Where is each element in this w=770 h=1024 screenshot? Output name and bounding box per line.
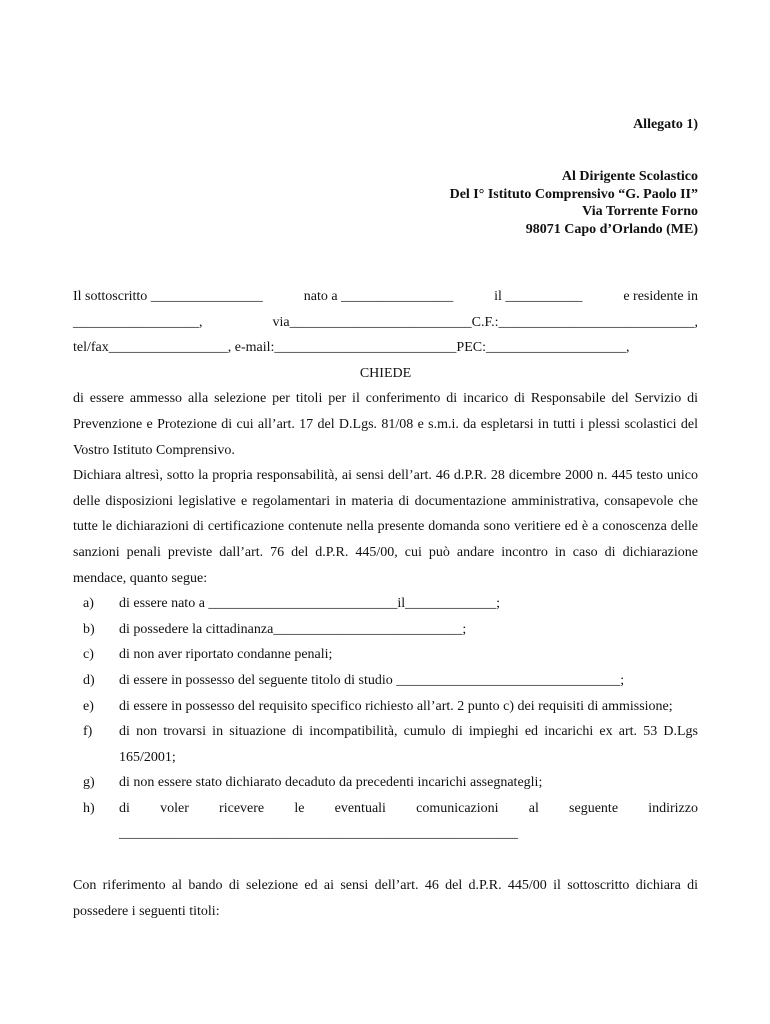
field-residenza[interactable]: __________________, [73, 314, 203, 330]
list-item [73, 770, 698, 796]
applicant-row-name [73, 284, 698, 310]
list-item-text: di non trovarsi in situazione di incompatibilità, cumulo di impieghi ed incarichi ex art. 53 D.Lgs 165/2001; [119, 724, 698, 765]
list-item [73, 719, 698, 770]
list-item-text: di non aver riportato condanne penali; [119, 647, 333, 663]
list-item [73, 617, 698, 643]
list-item [73, 694, 698, 720]
spacer [73, 847, 698, 873]
request-paragraph: di essere ammesso alla selezione per titoli per il conferimento di incarico di Responsabile del Servizio di Prevenzione e Protezione di cui all’art. 17 del D.Lgs. 81/08 e s.m.i. da espletarsi in tutti i plessi scolastici del Vostro Istituto Comprensivo. [73, 391, 698, 458]
chiede-heading: CHIEDE [359, 365, 412, 381]
list-marker: e) [83, 698, 94, 714]
annex-label: Allegato 1) [633, 117, 698, 132]
recipient-line: Del I° Istituto Comprensivo “G. Paolo II” [449, 186, 698, 202]
field-sottoscritto[interactable]: Il sottoscritto ________________ [73, 289, 263, 304]
closing-paragraph: Con riferimento al bando di selezione ed ai sensi dell’art. 46 del d.P.R. 445/00 il sottoscritto dichiara di possedere i seguenti titoli: [73, 878, 698, 919]
list-marker: b) [83, 621, 95, 637]
recipient-address [380, 168, 698, 238]
list-item-text: di voler ricevere le eventuali comunicazioni al seguente indirizzo [119, 800, 698, 816]
list-marker: d) [83, 672, 95, 688]
list-marker: h) [83, 800, 95, 816]
recipient-line: Al Dirigente Scolastico [561, 169, 698, 184]
list-item-text: di non essere stato dichiarato decaduto da precedenti incarichi assegnategli; [119, 775, 543, 791]
document-body [73, 284, 698, 924]
address-blank-line[interactable]: _________________________________________________________ [119, 826, 518, 842]
recipient-line: 98071 Capo d’Orlando (ME) [525, 221, 698, 237]
field-residente-label: e residente in [623, 289, 698, 304]
list-item [73, 642, 698, 668]
declaration-list [73, 591, 698, 847]
field-il[interactable]: il ___________ [494, 289, 583, 304]
list-item-text[interactable]: di essere in possesso del seguente titolo di studio ________________________________; [119, 672, 625, 688]
list-marker: c) [83, 647, 94, 663]
field-nato-a[interactable]: nato a ________________ [303, 289, 454, 304]
field-tel-email-pec[interactable]: tel/fax_________________, e-mail:__________________________PEC:____________________, [73, 340, 630, 356]
field-via-cf[interactable]: via__________________________C.F.:____________________________, [272, 314, 698, 330]
list-item [73, 591, 698, 617]
list-item-text: di essere in possesso del requisito specifico richiesto all’art. 2 punto c) dei requisiti di ammissione; [119, 698, 673, 714]
list-marker: a) [83, 596, 94, 612]
recipient-line: Via Torrente Forno [582, 204, 698, 219]
applicant-row-contacts [73, 335, 698, 361]
list-item-text[interactable]: di essere nato a ___________________________il_____________; [119, 596, 501, 612]
applicant-row-address [73, 310, 698, 336]
declaration-paragraph: Dichiara altresì, sotto la propria responsabilità, ai sensi dell’art. 46 d.P.R. 28 dicembre 2000 n. 445 testo unico delle disposizioni legislative e regolamentari in materia di documentazione amministrativa, consapevole che tutte le dichiarazioni di certificazione contenute nella presente domanda sono veritiere ed è a conoscenza delle sanzioni penali previste dall’art. 76 del d.P.R. 445/00, cui può andare incontro in caso di dichiarazione mendace, quanto segue: [73, 468, 698, 586]
list-item-text[interactable]: di possedere la cittadinanza___________________________; [119, 621, 467, 637]
list-item [73, 796, 698, 847]
list-item [73, 668, 698, 694]
list-marker: g) [83, 775, 95, 791]
list-marker: f) [83, 724, 93, 740]
